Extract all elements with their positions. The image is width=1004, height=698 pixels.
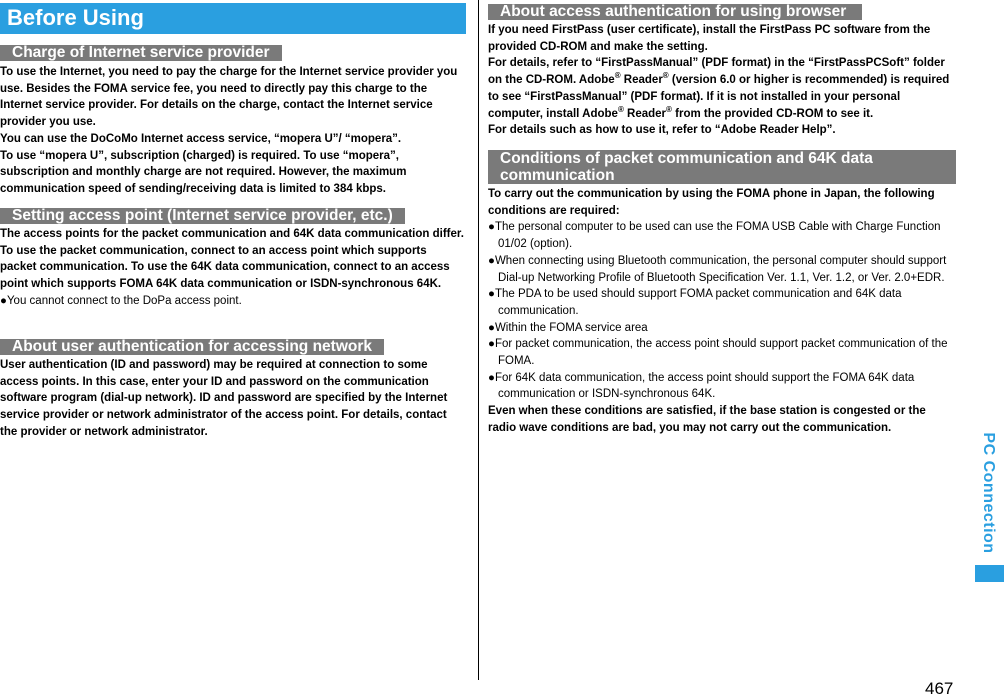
browser-auth-text: If you need FirstPass (user certificate), install the FirstPass PC software from the provided CD-ROM and make the setting. For details, refer to “FirstPassManual” (PDF format) in the “FirstPassPCSoft” folder on the CD-ROM. Adobe® Reader® (version 6.0 or higher is recommended) is required to see “FirstPassManual” (PDF format). If it is not installed in your personal computer, install Adobe® Reader® from the provided CD-ROM to see it. For details such as how to use it, refer to “Adobe Reader Help”. [488,22,956,139]
section-heading-user-auth: About user authentication for accessing network [0,339,384,355]
page-number: 467 [925,679,954,698]
list-item: ●For packet communication, the access point should support packet communication of the FOMA. [488,338,948,368]
list-item: ●When connecting using Bluetooth communication, the personal computer should support Dial-up Networking Profile of Bluetooth Specification Ver. 1.1, Ver. 1.2, or Ver. 2.0+EDR. [488,254,947,284]
section-heading-conditions: Conditions of packet communication and 64K data communication [488,150,956,184]
list-item: ●The personal computer to be used can use the FOMA USB Cable with Charge Function 01/02 (option). [488,221,941,251]
conditions-text: To carry out the communication by using the FOMA phone in Japan, the following conditions are required: ●The personal computer to be used can use the FOMA USB Cable with Charge Function 01/02 (option). ●When connecting using Bluetooth communication, the personal computer should support Dial-up Networking Profile of Bluetooth Specification Ver. 1.1, Ver. 1.2, or Ver. 2.0+EDR. ●The PDA to be used should support FOMA packet communication and 64K data communication. ●Within the FOMA service area ●For packet communication, the access point should support packet communication of the FOMA. ●For 64K data communication, the access point should support the FOMA 64K data communication or ISDN-synchronous 64K. Even when these conditions are satisfied, if the base station is congested or the radio wave conditions are bad, you may not carry out the communication. [488,186,956,437]
list-item: ●For 64K data communication, the access point should support the FOMA 64K data communication or ISDN-synchronous 64K. [488,371,915,401]
section-heading-access-point: Setting access point (Internet service provider, etc.) [0,208,405,224]
page-title: Before Using [7,5,144,30]
list-item: ●Within the FOMA service area [488,321,648,334]
section-heading-browser-auth: About access authentication for using browser [488,4,862,20]
list-item: ●The PDA to be used should support FOMA packet communication and 64K data communication. [488,288,902,317]
access-point-text: The access points for the packet communication and 64K data communication differ. To use the packet communication, connect to an access point which supports packet communication. To use the 64K data communication, connect to an access point which supports FOMA 64K data communication or ISDN-synchronous 64K. ●You cannot connect to the DoPa access point. [0,228,464,307]
page-title-bar [0,3,466,34]
side-tab-marker [975,565,1004,582]
column-divider [478,0,479,680]
provider-charge-text: To use the Internet, you need to pay the charge for the Internet service provider you use. Besides the FOMA service fee, you need to directly pay this charge to the Internet service provider. For details on the charge, contact the Internet service provider you use. You can use the DoCoMo Internet access service, “mopera U”/ “mopera”. To use “mopera U”, subscription (charged) is required. To use “mopera”, subscription and monthly charge are not required. However, the maximum communication speed of sending/receiving data is limited to 384 kbps. [0,66,458,195]
user-auth-text: User authentication (ID and password) may be required at connection to some access points. In this case, enter your ID and password on the communication software program (dial-up network). ID and password are specified by the Internet service provider or network administrator of the access point. For details, contact the provider or network administrator. [0,359,448,438]
firstpass-details: For details, refer to “FirstPassManual” (PDF format) in the “FirstPassPCSoft” folder on the CD-ROM. Adobe® Reader® (version 6.0 or higher is recommended) is required to see “FirstPassManual” (PDF format). If it is not installed in your personal computer, install Adobe® Reader® from the provided CD-ROM to see it. [488,57,950,120]
side-tab-label: PC Connection [980,432,997,554]
section-heading-provider-charge: Charge of Internet service provider [0,45,282,61]
